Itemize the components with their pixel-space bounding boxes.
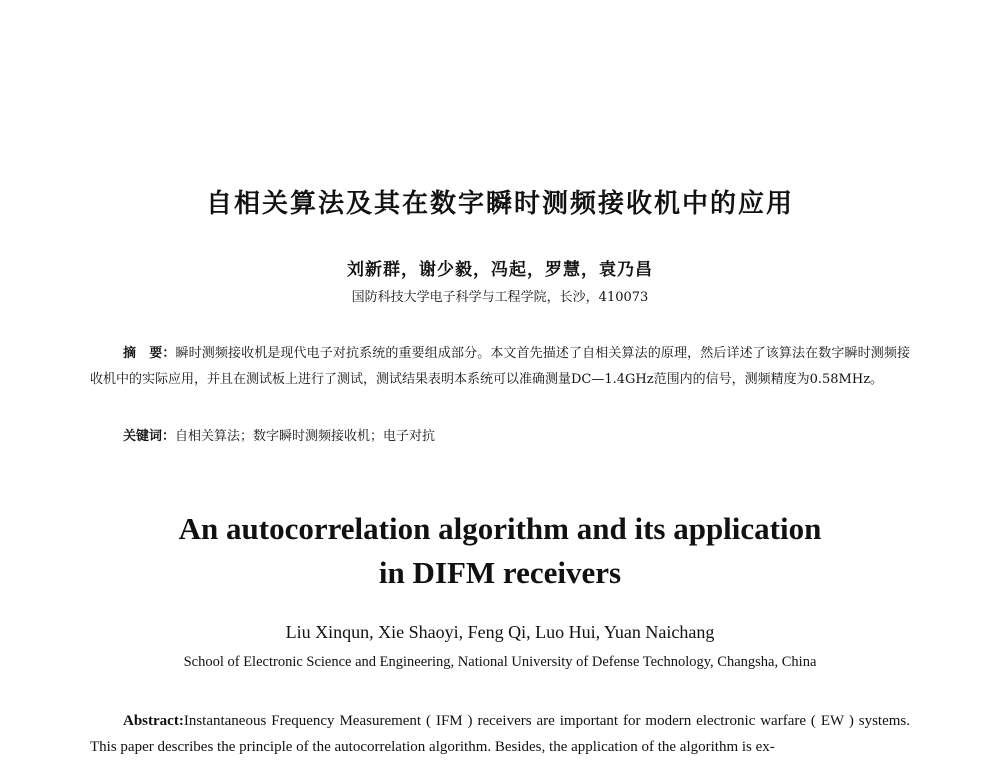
chinese-abstract-text: 瞬时测频接收机是现代电子对抗系统的重要组成部分。本文首先描述了自相关算法的原理，然后详述了该算法在数字瞬时测频接收机中的实际应用，并且在测试板上进行了测试，测试结果表明本系统可以准确测量DC—1.4GHz范围内的信号，测频精度为0.58MHz。 — [90, 346, 910, 387]
chinese-title: 自相关算法及其在数字瞬时测频接收机中的应用 — [205, 189, 794, 219]
english-authors: Liu Xinqun, Xie Shaoyi, Feng Qi, Luo Hui, Yuan Naichang — [285, 622, 715, 642]
chinese-abstract — [90, 341, 910, 393]
chinese-keywords-label: 关键词： — [123, 429, 176, 444]
chinese-keywords — [123, 425, 435, 444]
english-abstract-text: Instantaneous Frequency Measurement ( IFM ) receivers are important for modern electronic warfare ( EW ) systems. This paper describes the principle of the autocorrelation algorithm. Besides, the application of the algorithm is ex- — [90, 713, 910, 755]
english-affiliation: School of Electronic Science and Engineering, National University of Defense Technology, Changsha, China — [183, 654, 817, 670]
english-title-line-1: An autocorrelation algorithm and its application — [178, 511, 822, 546]
chinese-keywords-text: 自相关算法；数字瞬时测频接收机；电子对抗 — [175, 429, 436, 444]
english-title-line-2: in DIFM receivers — [378, 555, 622, 590]
english-abstract-label: Abstract: — [123, 713, 184, 729]
chinese-authors: 刘新群，谢少毅，冯起，罗慧，袁乃昌 — [347, 260, 653, 280]
chinese-abstract-label: 摘 要： — [123, 346, 176, 361]
chinese-affiliation: 国防科技大学电子科学与工程学院，长沙，410073 — [351, 290, 649, 305]
english-title — [0, 507, 1000, 595]
english-abstract — [90, 708, 910, 760]
